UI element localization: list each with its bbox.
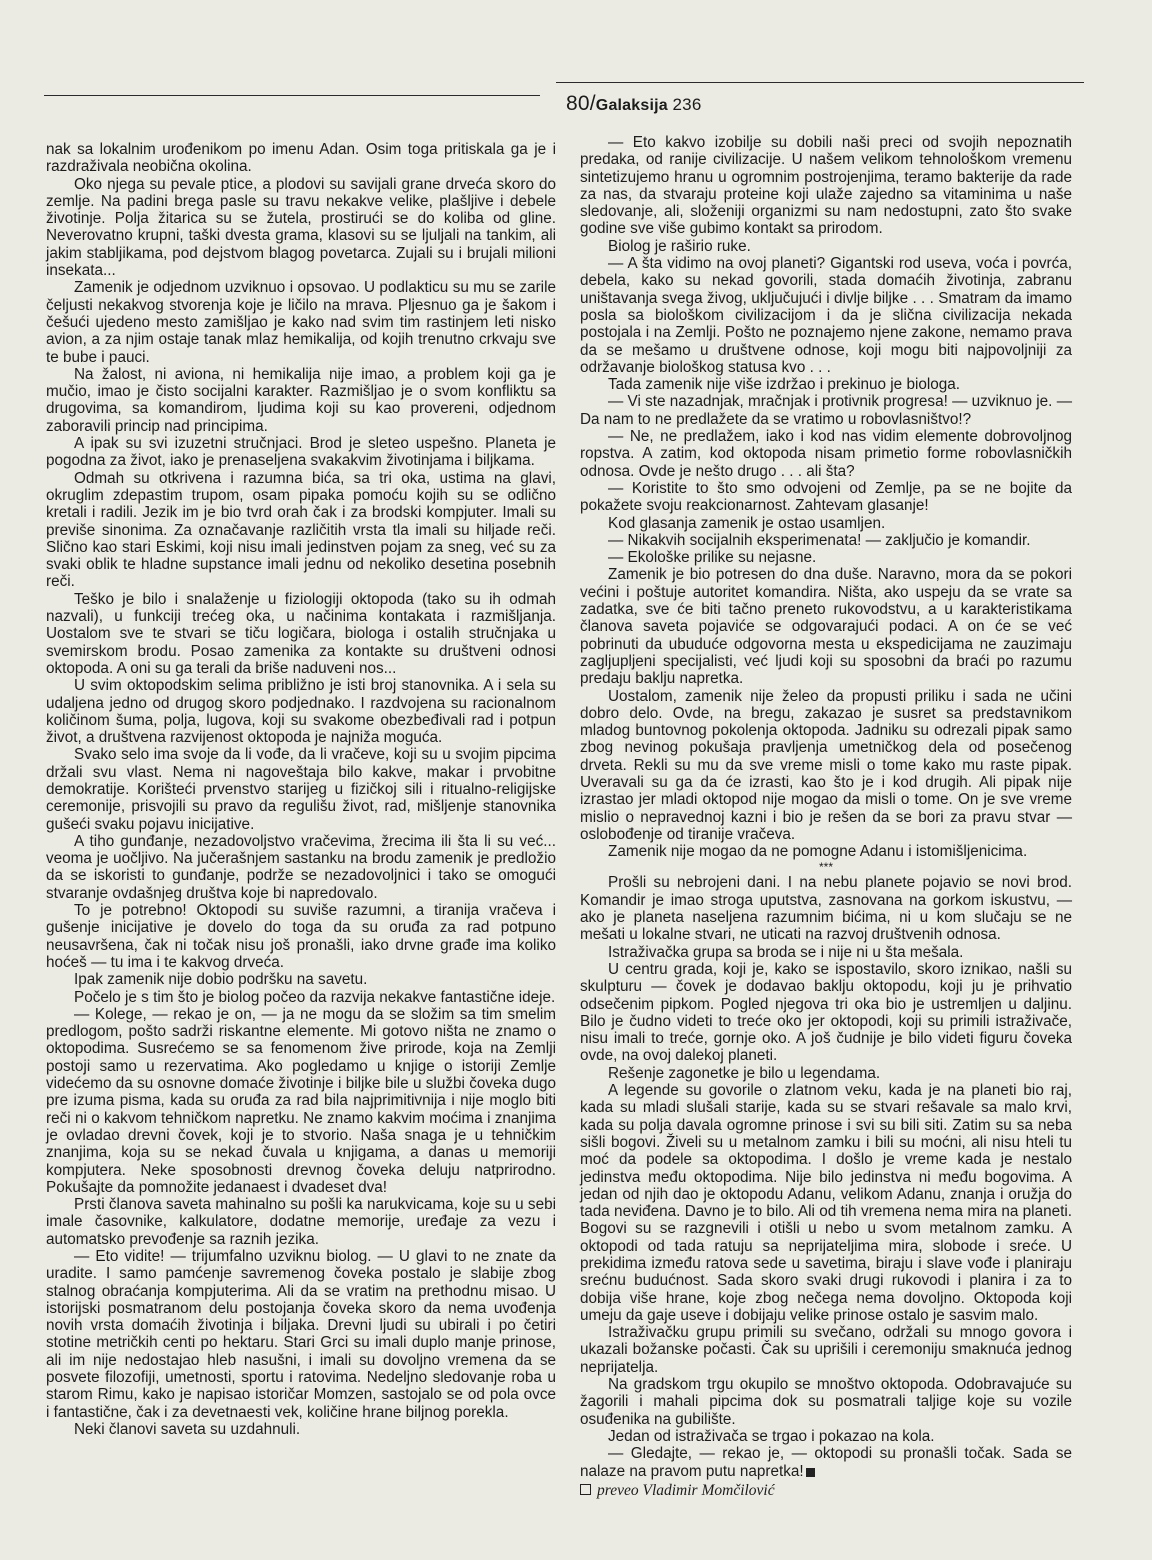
issue-number: 80/: [566, 92, 596, 115]
article-paragraph: Kod glasanja zamenik je ostao usamljen.: [608, 514, 886, 532]
article-paragraph: — Eto vidite! — trijumfalno uzviknu biolog. — U glavi to ne znate da uradite. I samo pamćenje savremenog čoveka postalo je slabije zbog stalnog obraćanja kompjuterima. Ali da se vratim na prethodnu misao. U istorijski posmatranom delu postojanja čoveka skoro da nema uvođenja novih vrsta domaćih životinja i biljaka. Drevni ljudi su ubirali i po četiri stotine metričkih centi po hektaru. Stari Grci su imali duplo manje prinose, ali im nije nedostajao hleb nasušni, i imali su dovoljno vremena da se posvete filozofiji, umetnosti, sportu i ratovima. Nedeljno sledovanje roba u starom Rimu, kako je napisao istoričar Momzen, sastojalo se od pola ovce i fantastične, čak i za devetnaesti vek, količine hrane biljnog porekla.: [46, 1248, 556, 1421]
article-paragraph: — A šta vidimo na ovoj planeti? Gigantski rod useva, voća i povrća, debela, kako su nekad govorili, stada domaćih životinja, zabranu uništavanja svega živog, uključujući i divlje biljke . . . Smatram da imamo posla sa biološkom civilizacijom i da je slična civilizacija nekada postojala i na Zemlji. Pošto ne poznajemo njene zakone, nemamo prava da se mešamo u društvene odnose, koji mogu biti najpovoljniji za održavanje biološkog statusa kvo . . .: [580, 255, 1072, 376]
article-paragraph: — Ekološke prilike su nejasne.: [608, 549, 817, 567]
article-paragraph: Tada zamenik nije više izdržao i prekinuo je biologa.: [608, 376, 961, 394]
end-square-icon: [580, 1484, 591, 1495]
section-break: ***: [818, 860, 833, 875]
article-paragraph: Teško je bilo i snalaženje u fiziologiji oktopoda (tako su ih odmah nazvali), u funkciji trećeg oka, u načinima kontakata i razmišljanja. Uostalom sve te stvari se tiču logičara, biologa i ostalih stručnjaka u svemirskom brodu. Posao zamenika za kontakte su društveni odnosi oktopoda. A oni su ga terali da briše naduveni nos...: [46, 590, 556, 677]
magazine-name: Galaksija: [595, 97, 668, 114]
article-paragraph: Oko njega su pevale ptice, a plodovi su savijali grane drveća skoro do zemlje. Na padini brega pasle su travu nekakve velike, plašljive i debele životinje. Polja žitarica su se žutela, prostirući se do koliba od gline. Neverovatno krupni, taški dvesta grama, klasovi su se ljuljali na tankim, ali jakim stabljikama, pod dejstvom blagog povetarca. Zujali su i brujali milioni insekata...: [46, 175, 556, 280]
article-paragraph: — Vi ste nazadnjak, mračnjak i protivnik progresa! — uzviknuo je. — Da nam to ne predlažete da se vratimo u robovlasništvo!?: [580, 393, 1072, 428]
article-paragraph: Na žalost, ni aviona, ni hemikalija nije imao, a problem koji ga je mučio, imao je čisto socijalni karakter. Razmišljao je o svom konfliktu sa drugovima, sa komandirom, ljudima koji su kao provereni, odjednom zaboravili princip nad principima.: [46, 365, 556, 435]
page-number: 236: [672, 95, 702, 114]
article-paragraph: — Koristite to što smo odvojeni od Zemlje, pa se ne bojite da pokažete svoju reakcionarnost. Zahtevam glasanje!: [580, 479, 1072, 515]
article-paragraph: Na gradskom trgu okupilo se mnoštvo oktopoda. Odobravajuće su žagorili i mahali pipcima dok su posmatrali taljige koje su vozile osuđenika na gubilište.: [580, 1376, 1072, 1428]
header-rule-left: [44, 95, 540, 96]
article-paragraph: Svako selo ima svoje da li vođe, da li vračeve, koji su u svojim pipcima držali svu vlast. Nema ni nagoveštaja bilo kakve, makar i prvobitne demokratije. Korišteći prvenstvo starijeg u fizičkoj sili i ritualno-religijske ceremonije, prisvojili su pravo da regulišu život, rad, mišljenje stanovnika gušeći svaku pojavu inicijative.: [46, 746, 556, 833]
translator-credit: [580, 1482, 1072, 1499]
translator-credit-text: preveo Vladimir Momčilović: [597, 1481, 775, 1499]
article-paragraph: A tiho gunđanje, nezadovoljstvo vračevima, žrecima ili šta li su već... veoma je uočljivo. Na jučerašnjem sastanku na brodu zamenik je predložio da se iskoristi to gunđanje, podrže se nezadovoljnici i tako se omogući stvaranje ovdašnjeg društva koje bi napredovalo.: [46, 832, 556, 902]
article-paragraph: — Ne, ne predlažem, iako i kod nas vidim elemente dobrovoljnog ropstva. A zatim, kod oktopoda nisam primetio forme robovlasničkih odnosa. Ovde je nešto drugo . . . ali šta?: [580, 428, 1072, 480]
article-paragraph: Zamenik je odjednom uzviknuo i opsovao. U podlakticu su mu se zarile čeljusti nekakvog stvorenja koje je ličilo na mrava. Pljesnuo ga je šakom i češući ujedeno mesto zamišljao je kako nad svim tim rastinjem leti nisko avion, a za njim ostaje tanak mlaz hemikalija, od kojih trenutno crkvaju sve te bube i pauci.: [46, 279, 556, 366]
article-paragraph: Jedan od istraživača se trgao i pokazao na kola.: [608, 1427, 935, 1445]
article-paragraph: Počelo je s tim što je biolog počeo da razvija nekakve fantastične ideje.: [74, 988, 556, 1006]
article-paragraph: Uostalom, zamenik nije želeo da propusti priliku i sada ne učini dobro delo. Ovde, na bregu, zakazao je susret sa predstavnikom mladog buntovnog pokolenja oktopoda. Jadniku su odrezali pipak samo zbog nevinog pokušaja pravljenja umetničkog dela od posečenog drveta. Rekli su mu da sve vreme misli o tome kako mu raste pipak. Uveravali su ga da će izrasti, kao što je i kod drugih. Ali pipak nije izrastao jer mladi oktopod nije mogao da misli o tome. On je sve vreme mislio o nepravednoj kazni i bio je rešen da se bori za pravu stvar — oslobođenje od tiranije vračeva.: [580, 687, 1072, 843]
article-paragraph: To je potrebno! Oktopodi su suviše razumni, a tiranija vračeva i gušenje inicijative je dovelo do toga da su oruđa za rad potpuno neusavršena, čak ni točak nisu još pronašli, iako drvne građe ima koliko hoćeš — tu ima i te kakvog drveća.: [46, 902, 556, 971]
right-column: [580, 134, 1072, 1499]
article-paragraph: Istraživačku grupu primili su svečano, održali su mnogo govora i ukazali božanske počasti. Čak su uprišili i ceremoniju smaknuća jednog neprijatelja.: [580, 1324, 1072, 1376]
article-paragraph: — Kolege, — rekao je on, — ja ne mogu da se složim sa tim smelim predlogom, pošto sadrži riskantne elemente. Mi gotovo ništa ne znamo o oktopodima. Susrećemo se sa fenomenom žive prirode, koja na Zemlji postoji samo u rezervatima. Ako pogledamo u knjige o istoriji Zemlje videćemo da su osnovne domaće životinje i biljke bile u službi čoveka dugo pre izuma pisma, kada su oruđa za rad bila najprimitivnija i nije moglo biti reči ni o kakvom tehničkom napretku. Ne znamo kakvim moćima i znanjima je ovladao drevni čovek, koji je to stvorio. Naša snaga je u tehničkim znanjima, koja su se nekad čuvala u knjigama, a danas u memoriji kompjutera. Neke sposobnosti drevnog čoveka deluju natprirodno. Pokušajte da pomnožite jedanaest i dvadeset dva!: [46, 1005, 556, 1196]
article-paragraph: Zamenik nije mogao da ne pomogne Adanu i istomišljenicima.: [608, 843, 1028, 861]
left-column: [46, 141, 556, 1438]
article-paragraph: Neki članovi saveta su uzdahnuli.: [74, 1420, 301, 1438]
article-paragraph: — Gledajte, — rekao je, — oktopodi su pronašli točak. Sada se nalaze na pravom putu napretka!: [580, 1445, 1072, 1480]
article-paragraph: U svim oktopodskim selima približno je isti broj stanovnika. A i sela su udaljena jedno od drugog skoro podjednako. I razdvojena su racionalnom količinom šuma, polja, lugova, koji su svakome obezbeđivali rad i potpun život, a društvena razvijenost oktopoda je najniža moguća.: [46, 677, 556, 747]
page-header: [566, 92, 702, 116]
header-rule-right: [556, 82, 1084, 83]
article-paragraph: Ipak zamenik nije dobio podršku na savetu.: [74, 971, 368, 989]
article-paragraph: — Nikakvih socijalnih eksperimenata! — zaključio je komandir.: [608, 531, 1031, 549]
article-paragraph: nak sa lokalnim urođenikom po imenu Adan. Osim toga pritiskala ga je i razdraživala neobična okolina.: [46, 141, 556, 176]
article-paragraph: Prsti članova saveta mahinalno su pošli ka narukvicama, koje su u sebi imale časovnike, kalkulatore, dodatne memorije, uređaje za vezu i automatsko prevođenje sa raznih jezika.: [46, 1196, 556, 1248]
article-paragraph: Biolog je raširio ruke.: [608, 237, 751, 255]
article-paragraph: Prošli su nebrojeni dani. I na nebu planete pojavio se novi brod. Komandir je imao stroga uputstva, zasnovana na gorkom iskustvu, — ako je planeta naseljena razumnim bićima, ni u kom slučaju se ne mešati u lokalne stvari, ne uticati na razvoj društvenih odnosa.: [580, 874, 1072, 944]
article-paragraph: A legende su govorile o zlatnom veku, kada je na planeti bio raj, kada su mladi slušali starije, kada su se stvari rešavale sa malo krvi, kada su polja davala ogromne prinose i svi su bili siti. Zatim su sa neba sišli bogovi. Živeli su u metalnom zamku i bili su moćni, ali nisu hteli tu moć da podele sa oktopodima. I došlo je vreme kada je nestalo jedinstva među oktopodima. Nije bilo jedinstva ni među bogovima. A jedan od njih dao je oktopodu Adanu, velikom Adanu, znanja i oružja do tada neviđena. Davno je to bilo. Ali od tih vremena nema mira na planeti. Bogovi su se razgnevili i otišli u nebo u svom metalnom zamku. A oktopodi od tada ratuju sa neprijateljima mira, slobode i sreće. U prekidima između ratova sede u savetima, biraju i slave vođe i planiraju srećnu budućnost. Sada skoro svaki drugi rukovodi i planira i za to dobija više hrane, koje zbog nečega nema dovoljno. Oktopoda koji umeju da gaje useve i dobijaju velike prinose ostalo je sasvim malo.: [580, 1082, 1072, 1324]
end-mark-icon: [806, 1468, 815, 1477]
article-paragraph: Istraživačka grupa sa broda se i nije ni u šta mešala.: [608, 943, 964, 961]
article-paragraph: U centru grada, koji je, kako se ispostavilo, skoro iznikao, našli su skulpturu — čovek je dodavao baklju oktopodu, koji ju je prihvatio odsečenim pipkom. Pogled njegova tri oka bio je ustremljen u daljinu. Bilo je čudno videti to treće oko jer oktopodi, koji su primili istraživače, nisu imali to treće, gornje oko. A još čudnije je bilo videti figuru čoveka ovde, na ovoj dalekoj planeti.: [580, 960, 1072, 1065]
article-paragraph: — Eto kakvo izobilje su dobili naši preci od svojih nepoznatih predaka, od ranije civilizacije. U našem velikom tehnološkom vremenu sintetizujemo hranu u ogromnim postrojenjima, teramo bakterije da rade za nas, da stvaraju proteine koji ulaže zajedno sa vitaminima u naše sledovanje, ali, složeniji organizmi su nam nedostupni, zato što svake godine sve više gubimo kontakt sa prirodom.: [580, 134, 1072, 238]
article-paragraph: Rešenje zagonetke je bilo u legendama.: [608, 1064, 881, 1082]
article-paragraph: Zamenik je bio potresen do dna duše. Naravno, mora da se pokori većini i poštuje autoritet komandira. Ništa, ako uspeju da se vrate sa zadatka, sve će biti tačno preneto rukovodstvu, a u karakteristikama članova saveta pojaviće se odgovarajući podaci. A on će se već pobrinuti da ubuduće odgovorna mesta u ekspedicijama ne zauzimaju zagljupljeni specijalisti, već ljudi koji su sposobni da braći po razumu predaju baklju napretka.: [580, 566, 1072, 688]
article-paragraph: A ipak su svi izuzetni stručnjaci. Brod je sleteo uspešno. Planeta je pogodna za život, iako je prenaseljena svakakvim životinjama i biljkama.: [46, 435, 556, 470]
article-paragraph: Odmah su otkrivena i razumna bića, sa tri oka, ustima na glavi, okruglim zdepastim trupom, osam pipaka pomoću kojih su se odlično kretali i radili. Jezik im je bio tvrd orah čak i za brodski kompjuter. Imali su previše sinonima. Za označavanje različitih vrsta tla imali su hiljade reči. Slično kao stari Eskimi, koji nisu imali jedinstven pojam za sneg, već su za svaki oblik te hladne supstance imali jednu od nekoliko desetina posebnih reči.: [46, 469, 556, 591]
